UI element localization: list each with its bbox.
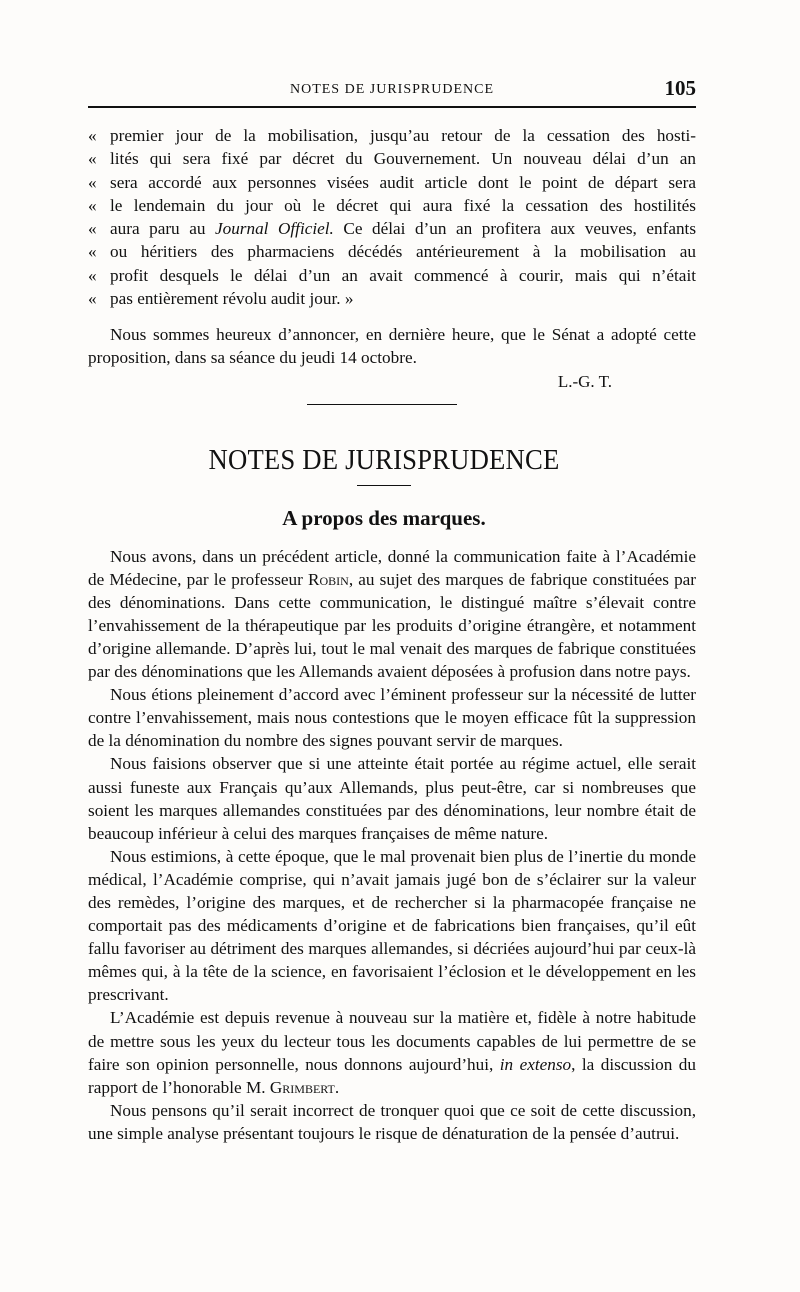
guillemet-mark: « (88, 195, 97, 215)
article-body (88, 545, 696, 1145)
quote-line: « pas entièrement révolu audit jour. » (88, 287, 696, 310)
quote-line: « sera accordé aux personnes visées audit article dont le point de départ sera (88, 171, 696, 194)
page-number: 105 (664, 76, 696, 100)
article-title: A propos des marques. (282, 505, 486, 530)
in-extenso-italic: in extenso (499, 1054, 572, 1074)
guillemet-mark: « (88, 265, 97, 285)
body-paragraph: Nous avons, dans un précédent article, donné la communication faite à l’Académie de Médecine, par le professeur Robin, au sujet des marques de fabrique constituées par des dénominations. Dans cette communication, le distingué maître s’élevait contre l’envahissement de la thérapeutique par les produits d’origine étrangère, et notamment d’origine allemande. D’après lui, tout le mal venait des marques de fabrique constituées par des dénominations que les Allemands avaient déposées à profusion dans notre pays. (88, 546, 697, 682)
announcement-paragraph: Nous sommes heureux d’annoncer, en dernière heure, que le Sénat a adopté cette proposition, dans sa séance du jeudi 14 octobre. (88, 325, 696, 368)
running-header (88, 76, 696, 108)
author-signature: L.-G. T. (557, 371, 612, 391)
quote-line: « premier jour de la mobilisation, jusqu’au retour de la cessation des hosti- (88, 124, 696, 147)
section-divider (307, 404, 457, 405)
body-paragraph: L’Académie est depuis revenue à nouveau sur la matière et, fidèle à notre habitude de mettre sous les yeux du lecteur tous les documents capables de lui permettre de se faire son opinion personnelle, nous donnons aujourd’hui, in extenso, la discussion du rapport de l’honorable M. Grimbert. (88, 1008, 696, 1097)
body-paragraph: Nous pensons qu’il serait incorrect de tronquer quoi que ce soit de cette discussion, une simple analyse présentant toujours le risque de dénaturation de la pensée d’autrui. (88, 1100, 696, 1143)
guillemet-mark: « (88, 172, 97, 192)
author-name-grimbert: Grimbert (269, 1077, 335, 1097)
quote-line: « profit desquels le délai d’un an avait commencé à courir, mais qui n’était (88, 264, 696, 287)
body-paragraph: Nous estimions, à cette époque, que le mal provenait bien plus de l’inertie du monde médical, l’Académie comprise, qui n’avait jamais jugé bon de s’éclairer sur la valeur des remèdes, l’origine des marques, et de rechercher si la pharmacopée française ne comportait pas des médicaments d’origine et de fabrications bien françaises, qu’il eût fallu favoriser au détriment des marques allemandes, si décriées aujourd’hui par ceux-là mêmes qui, à la tête de la science, en favorisaient l’éclosion et le développement en les prescrivant. (88, 846, 696, 1005)
journal-officiel-italic: Journal Officiel. (214, 219, 334, 239)
guillemet-mark: « (88, 126, 97, 145)
guillemet-mark: « (88, 149, 97, 169)
running-title: NOTES DE JURISPRUDENCE (289, 82, 494, 97)
quoted-text-block (88, 124, 696, 310)
guillemet-mark: « (88, 242, 97, 262)
author-name-robin: Robin (308, 569, 349, 589)
quote-line: « aura paru au Journal Officiel. Ce délai d’un an profitera aux veuves, enfants (88, 217, 696, 240)
body-paragraph: Nous faisions observer que si une atteinte était portée au régime actuel, elle serait aussi funeste aux Français qu’aux Allemands, plus peut-être, car si nombreuses que soient les marques allemandes constituées par des dénominations, leur nombre était de beaucoup inférieur à celui des marques françaises de même nature. (88, 754, 696, 843)
section-title: NOTES DE JURISPRUDENCE (208, 443, 560, 476)
guillemet-mark: « (88, 219, 97, 239)
guillemet-mark: « (88, 289, 97, 309)
document-page (88, 76, 696, 1145)
quote-line: « ou héritiers des pharmaciens décédés antérieurement à la mobilisation au (88, 240, 696, 263)
quote-line: « lités qui sera fixé par décret du Gouvernement. Un nouveau délai d’un an (88, 147, 696, 170)
body-paragraph: Nous étions pleinement d’accord avec l’éminent professeur sur la nécessité de lutter contre l’envahissement, mais nous contestions que le moyen efficace fût la suppression de la dénomination du nombre des signes pouvant servir de marques. (88, 685, 696, 751)
title-underline (357, 485, 411, 486)
quote-line: « le lendemain du jour où le décret qui aura fixé la cessation des hostilités (88, 194, 696, 217)
